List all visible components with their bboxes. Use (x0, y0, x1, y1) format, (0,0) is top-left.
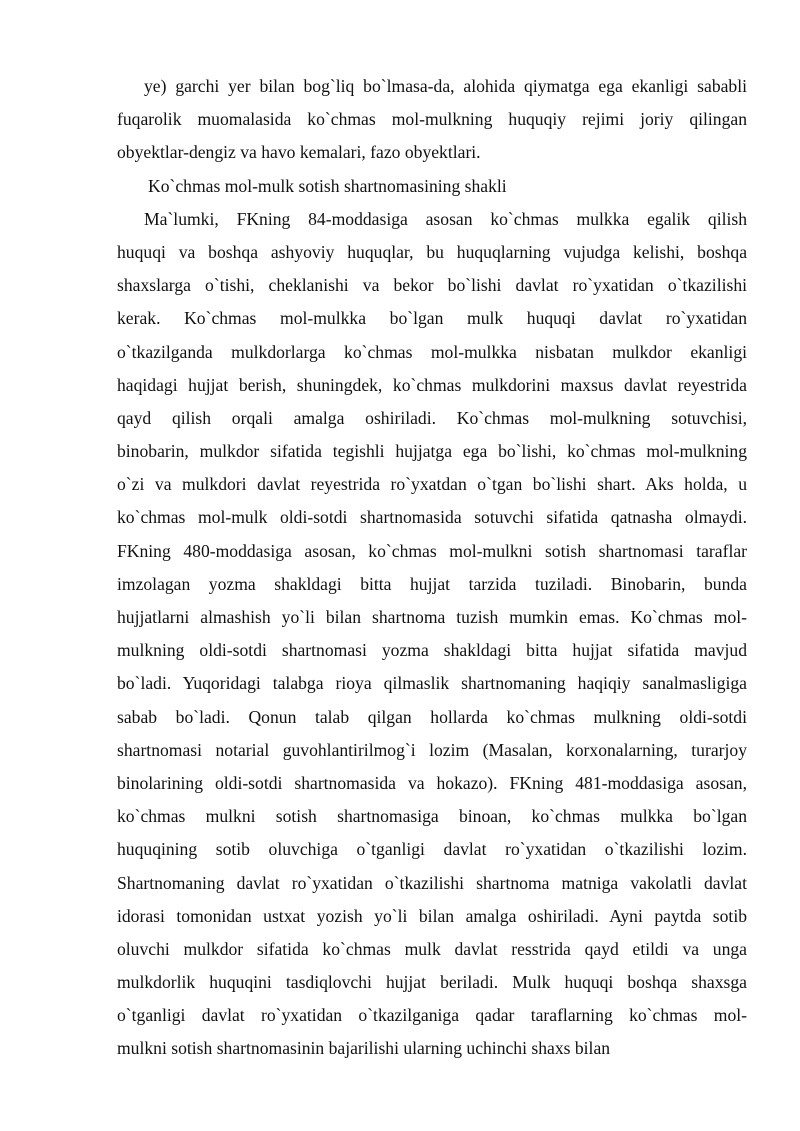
text-line: shartnomasi notarial guvohlantirilmog`i lozim (Masalan, korxonalarning, turarjoy (117, 739, 747, 760)
section-heading: Ko`chmas mol-mulk sotish shartnomasining shakli (148, 175, 507, 196)
paragraph (117, 70, 747, 170)
text-line: mulkning oldi-sotdi shartnomasi yozma shakldagi bitta hujjat sifatida mavjud (117, 640, 747, 661)
paragraph (117, 203, 747, 1066)
text-line: binolarining oldi-sotdi shartnomasida va hokazo). FKning 481-moddasiga asosan, (117, 772, 747, 793)
text-line: hujjatlarni almashish yo`li bilan shartnoma tuzish mumkin emas. Ko`chmas mol- (117, 607, 747, 627)
text-line: mulkdorlik huquqini tasdiqlovchi hujjat beriladi. Mulk huquqi boshqa shaxsga (117, 972, 747, 993)
text-line: idorasi tomonidan ustxat yozish yo`li bilan amalga oshiriladi. Ayni paytda sotib (117, 905, 747, 926)
text-line: bo`ladi. Yuqoridagi talabga rioya qilmaslik shartnomaning haqiqiy sanalmasligiga (117, 673, 747, 694)
text-line: oluvchi mulkdor sifatida ko`chmas mulk davlat resstrida qayd etildi va unga (117, 938, 747, 959)
text-line: binobarin, mulkdor sifatida tegishli hujjatga ega bo`lishi, ko`chmas mol-mulkning (117, 441, 747, 462)
text-line: o`tkazilganda mulkdorlarga ko`chmas mol-mulkka nisbatan mulkdor ekanligi (117, 341, 747, 362)
text-line: imzolagan yozma shakldagi bitta hujjat tarzida tuziladi. Binobarin, bunda (117, 573, 747, 594)
text-line: ye) garchi yer bilan bog`liq bo`lmasa-da, alohida qiymatga ega ekanligi sababli (144, 76, 747, 96)
text-line: Ma`lumki, FKning 84-moddasiga asosan ko`chmas mulkka egalik qilish (144, 208, 747, 229)
text-line: haqidagi hujjat berish, shuningdek, ko`chmas mulkdorini maxsus davlat reyestrida (117, 374, 747, 395)
text-line: fuqarolik muomalasida ko`chmas mol-mulkning huquqiy rejimi joriy qilingan (117, 109, 747, 130)
text-line: mulkni sotish shartnomasinin bajarilishi ularning uchinchi shaxs bilan (117, 1038, 611, 1059)
text-line: shaxslarga o`tishi, cheklanishi va bekor bo`lishi davlat ro`yxatidan o`tkazilishi (117, 275, 747, 296)
text-line: kerak. Ko`chmas mol-mulkka bo`lgan mulk huquqi davlat ro`yxatidan (117, 308, 747, 329)
text-line: o`zi va mulkdori davlat reyestrida ro`yxatdan o`tgan bo`lishi shart. Aks holda, u (117, 474, 747, 495)
text-line: ko`chmas mol-mulk oldi-sotdi shartnomasida sotuvchi sifatida qatnasha olmaydi. (117, 507, 747, 528)
text-line: obyektlar-dengiz va havo kemalari, fazo obyektlari. (117, 142, 481, 163)
text-line: huquqi va boshqa ashyoviy huquqlar, bu huquqlarning vujudga kelishi, boshqa (117, 241, 747, 262)
text-line: qayd qilish orqali amalga oshiriladi. Ko`chmas mol-mulkning sotuvchisi, (117, 407, 747, 428)
text-line: ko`chmas mulkni sotish shartnomasiga binoan, ko`chmas mulkka bo`lgan (117, 806, 747, 827)
document-page (117, 70, 747, 1066)
text-line: huquqining sotib oluvchiga o`tganligi davlat ro`yxatidan o`tkazilishi lozim. (117, 839, 747, 860)
text-line: o`tganligi davlat ro`yxatidan o`tkazilganiga qadar taraflarning ko`chmas mol- (117, 1005, 747, 1026)
text-line: sabab bo`ladi. Qonun talab qilgan hollarda ko`chmas mulkning oldi-sotdi (117, 706, 747, 727)
text-line: Shartnomaning davlat ro`yxatidan o`tkazilishi shartnoma matniga vakolatli davlat (117, 872, 747, 893)
text-line: FKning 480-moddasiga asosan, ko`chmas mol-mulkni sotish shartnomasi taraflar (117, 540, 747, 561)
